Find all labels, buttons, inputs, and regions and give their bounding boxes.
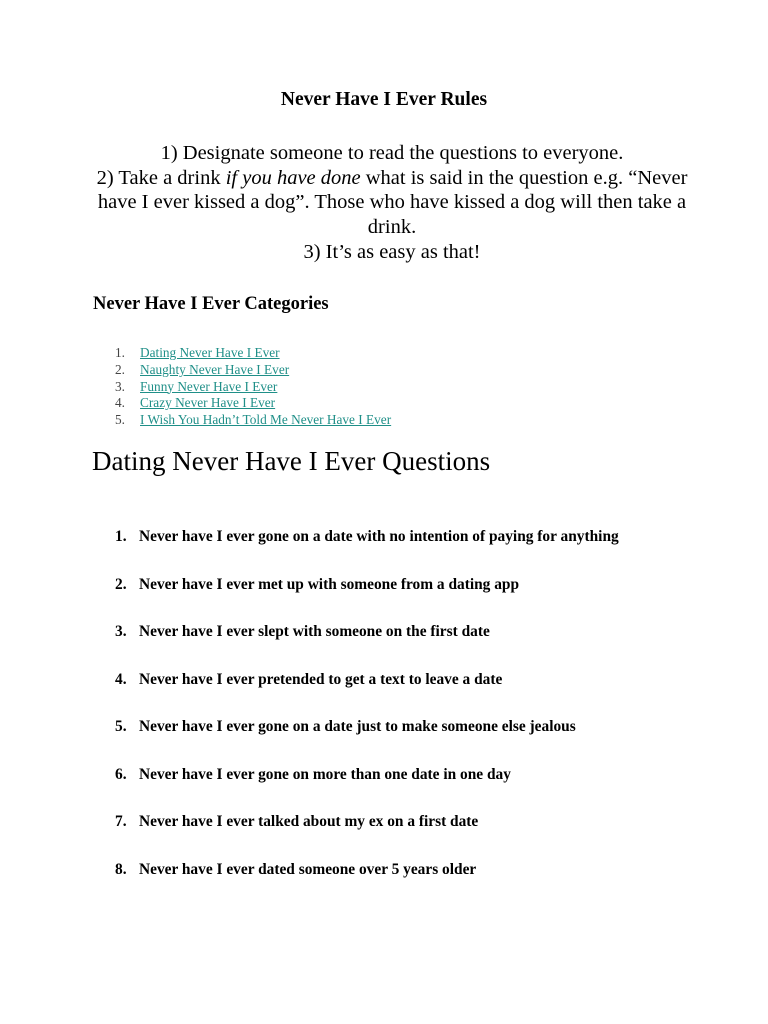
rule-2 — [92, 166, 692, 240]
question-text: Never have I ever gone on more than one date in one day — [139, 765, 511, 783]
question-number: 4. — [115, 670, 127, 688]
question-text: Never have I ever dated someone over 5 years older — [139, 860, 477, 878]
question-item — [115, 712, 675, 742]
rule-3: 3) It’s as easy as that! — [303, 240, 481, 263]
question-number: 3. — [115, 623, 127, 640]
category-link-dating[interactable]: Dating Never Have I Ever — [140, 345, 280, 360]
category-number: 4. — [115, 395, 125, 411]
question-item — [115, 855, 675, 885]
question-number: 7. — [115, 813, 127, 830]
question-text: Never have I ever slept with someone on the first date — [139, 623, 490, 640]
category-link-funny[interactable]: Funny Never Have I Ever — [140, 378, 278, 394]
rule-2-start: 2) Take a drink — [96, 166, 226, 189]
question-number: 5. — [115, 718, 127, 735]
category-number: 5. — [115, 412, 125, 428]
category-number: 1. — [115, 345, 125, 360]
rule-2-emphasis: if you have done — [225, 166, 361, 189]
category-item-funny — [93, 379, 391, 396]
question-number: 8. — [115, 860, 127, 878]
question-item — [115, 522, 675, 552]
rule-2-end: what is said in the question e.g. “Never have I ever kissed a dog”. Those who have kissed a dog will then take a drink. — [97, 166, 688, 239]
rule-1: 1) Designate someone to read the questions to everyone. — [160, 142, 624, 164]
category-item-dating — [93, 345, 391, 362]
rules-title: Never Have I Ever Rules — [280, 89, 488, 110]
question-text: Never have I ever gone on a date with no intention of paying for anything — [139, 528, 619, 545]
dating-section-title: Dating Never Have I Ever Questions — [92, 446, 491, 476]
question-text: Never have I ever talked about my ex on a first date — [139, 813, 479, 830]
category-link-naughty[interactable]: Naughty Never Have I Ever — [140, 361, 290, 377]
question-item — [115, 617, 675, 647]
rules-body — [92, 141, 692, 265]
question-number: 1. — [115, 528, 127, 545]
category-item-naughty — [93, 362, 391, 379]
question-item — [115, 570, 675, 600]
category-link-i-wish[interactable]: I Wish You Hadn’t Told Me Never Have I Ever — [140, 412, 392, 428]
categories-title: Never Have I Ever Categories — [93, 294, 329, 314]
question-text: Never have I ever pretended to get a text to leave a date — [139, 670, 503, 688]
category-item-i-wish — [93, 412, 391, 429]
question-item — [115, 665, 675, 695]
dating-questions-list — [115, 522, 675, 902]
question-item — [115, 807, 675, 837]
category-link-crazy[interactable]: Crazy Never Have I Ever — [140, 395, 276, 411]
question-text: Never have I ever gone on a date just to make someone else jealous — [139, 718, 576, 735]
categories-list — [93, 345, 391, 429]
question-number: 6. — [115, 765, 127, 783]
question-text: Never have I ever met up with someone from a dating app — [139, 575, 520, 593]
question-item — [115, 760, 675, 790]
category-number: 3. — [115, 378, 125, 394]
category-item-crazy — [93, 395, 391, 412]
category-number: 2. — [115, 361, 125, 377]
question-number: 2. — [115, 575, 127, 593]
